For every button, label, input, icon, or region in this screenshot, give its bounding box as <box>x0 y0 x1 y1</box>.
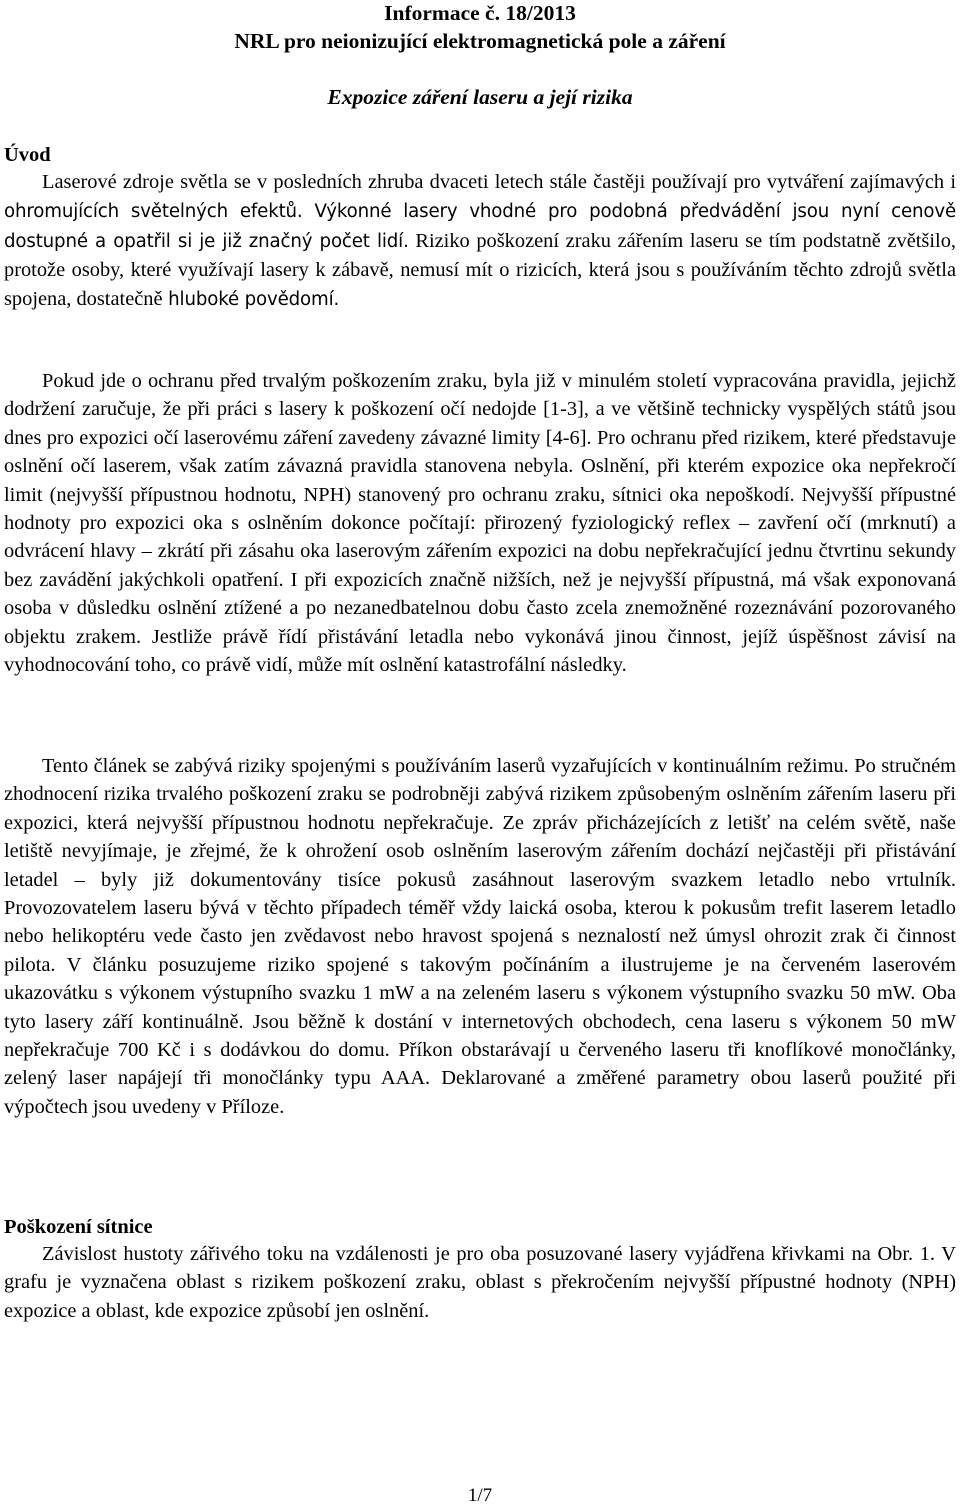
paragraph-protection: Pokud jde o ochranu před trvalým poškozením zraku, byla již v minulém století vypracována pravidla, jejichž dodržení zaručuje, že při práci s lasery k poškození očí nedojde [1-3], a ve většině technicky vyspělých států jsou dnes pro expozici očí laserovému záření zavedeny závazné limity [4-6]. Pro ochranu před rizikem, které představuje oslnění očí laserem, však zatím závazná pravidla stanovena nebyla. Oslnění, při kterém expozice oka nepřekročí limit (nejvyšší přípustnou hodnotu, NPH) stanovený pro ochranu zraku, sítnici oka nepoškodí. Nejvyšší přípustné hodnoty pro expozici oka s oslněním dokonce počítají: přirozený fyziologický reflex – zavření očí (mrknutí) a odvrácení hlavy – zkrátí při zásahu oka laserovým zářením expozici na dobu nepřekračující jednu čtvrtinu sekundy bez zavádění jakýchkoli opatření. I při expozicích značně nižších, než je nejvyšší přípustná, má však exponovaná osoba v důsledku oslnění ztížené a po nezanedbatelnou dobu často zcela znemožněné rozeznávání pozorovaného objektu zrakem. Jestliže právě řídí přistávání letadla nebo vykonává jinou činnost, jejíž úspěšnost závisí na vyhodnocování toho, co právě vidí, může mít oslnění katastrofální následky. <box>4 370 956 677</box>
section-heading-retina-damage: Poškození sítnice <box>4 1216 153 1238</box>
paragraph-intro-part-c: Riziko poškození zraku zářením laseru se tím podstatně zvětšilo, protože osoby, které využívají lasery k zábavě, nemusí mít o rizicích, která jsou s používáním těchto zdrojů světla spojena, dostatečně <box>4 229 956 310</box>
institution-line: NRL pro neionizující elektromagnetická pole a záření <box>234 29 726 53</box>
article-subtitle: Expozice záření laseru a její rizika <box>327 85 633 109</box>
paragraph-article-scope: Tento článek se zabývá riziky spojenými s používáním laserů vyzařujících v kontinuálním režimu. Po stručném zhodnocení rizika trvalého poškození zraku se podrobněji zabývá rizikem způsobeným oslněním zářením laseru při expozici, která nejvyšší přípustnou hodnotu nepřekračuje. Ze zpráv přicházejících z letišť na celém světě, naše letiště nevyjímaje, je zřejmé, že k ohrožení osob oslněním laserovým zářením dochází nejčastěji při přistávání letadel – byly již dokumentovány tisíce pokusů zasáhnout laserovým svazkem letadlo nebo vrtulník. Provozovatelem laseru bývá v těchto případech téměř vždy laická osoba, kterou k pokusům trefit laserem letadlo nebo helikoptéru vede často jen zvědavost nebo hravost spojená s neznalostí než úmysl ohrozit zrak či činnost pilota. V článku posuzujeme riziko spojené s takovým počínáním a ilustrujeme je na červeném laserovém ukazovátku s výkonem výstupního svazku 1 mW a na zeleném laseru s výkonem výstupního svazku 50 mW. Oba tyto lasery září kontinuálně. Jsou běžně k dostání v internetových obchodech, cena laseru s výkonem 50 mW nepřekračuje 700 Kč i s dodávkou do domu. Příkon obstarávají u červeného laseru tři knoflíkové monočlánky, zelený laser napájejí tři monočlánky typu AAA. Deklarované a změřené parametry obou laserů použité při výpočtech jsou uvedeny v Příloze. <box>4 755 956 1118</box>
document-title: Informace č. 18/2013 <box>384 1 576 25</box>
paragraph-intro-part-b: ohromujících světelných efektů. Výkonné lasery vhodné pro podobná předvádění jsou nyní cenově dostupné a opatřil si je již značný počet lidí. <box>4 201 956 252</box>
page-number: 1/7 <box>467 1485 493 1506</box>
paragraph-intro-part-a: Laserové zdroje světla se v posledních zhruba dvaceti letech stále častěji používají pro vytváření zajímavých i <box>42 171 956 193</box>
section-heading-uvod: Úvod <box>4 144 51 166</box>
paragraph-intro <box>4 168 956 314</box>
paragraph-retina: Závislost hustoty zářivého toku na vzdálenosti je pro oba posuzované lasery vyjádřena křivkami na Obr. 1. V grafu je vyznačena oblast s rizikem poškození zraku, oblast s překročením nejvyšší přípustné hodnoty (NPH) expozice a oblast, kde expozice způsobí jen oslnění. <box>4 1243 956 1322</box>
paragraph-intro-part-d: hluboké povědomí. <box>162 288 340 310</box>
